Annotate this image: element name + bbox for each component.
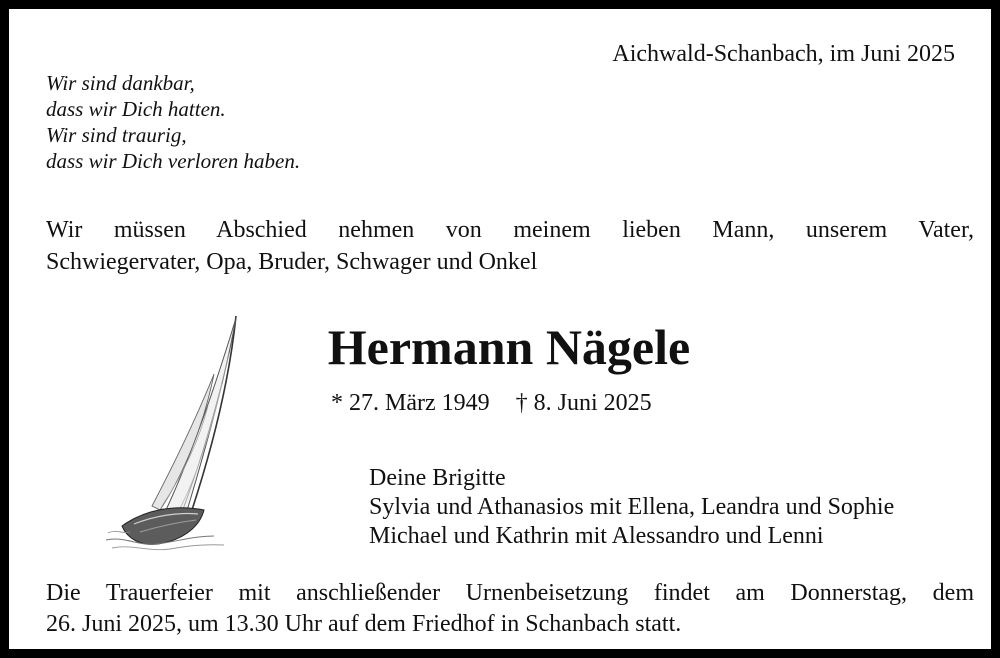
service-line: 26. Juni 2025, um 13.30 Uhr auf dem Friedhof in Schanbach statt. <box>46 611 682 637</box>
intro-text <box>46 214 974 278</box>
death-date: † 8. Juni 2025 <box>515 390 652 416</box>
poem-line: Wir sind traurig, <box>46 123 187 147</box>
poem-line: dass wir Dich verloren haben. <box>46 149 301 173</box>
place-date: Aichwald-Schanbach, im Juni 2025 <box>612 41 955 67</box>
intro-line: Wir müssen Abschied nehmen von meinem lieben Mann, unserem Vater, <box>46 217 974 243</box>
mourners-list <box>369 464 894 551</box>
poem-line: Wir sind dankbar, <box>46 71 195 95</box>
intro-line: Schwiegervater, Opa, Bruder, Schwager und Onkel <box>46 249 538 275</box>
memorial-poem <box>46 70 300 174</box>
service-line: Die Trauerfeier mit anschließender Urnenbeisetzung findet am Donnerstag, dem <box>46 580 974 606</box>
mourner-line: Sylvia und Athanasios mit Ellena, Leandra und Sophie <box>369 494 895 520</box>
life-dates <box>331 387 652 419</box>
sailboat-illustration-icon <box>104 314 249 554</box>
mourner-line: Michael und Kathrin mit Alessandro und Lenni <box>369 523 824 549</box>
birth-date: * 27. März 1949 <box>331 390 490 416</box>
funeral-service-info <box>46 578 974 640</box>
deceased-name: Hermann Nägele <box>327 319 691 375</box>
mourner-line: Deine Brigitte <box>369 465 506 491</box>
poem-line: dass wir Dich hatten. <box>46 97 226 121</box>
